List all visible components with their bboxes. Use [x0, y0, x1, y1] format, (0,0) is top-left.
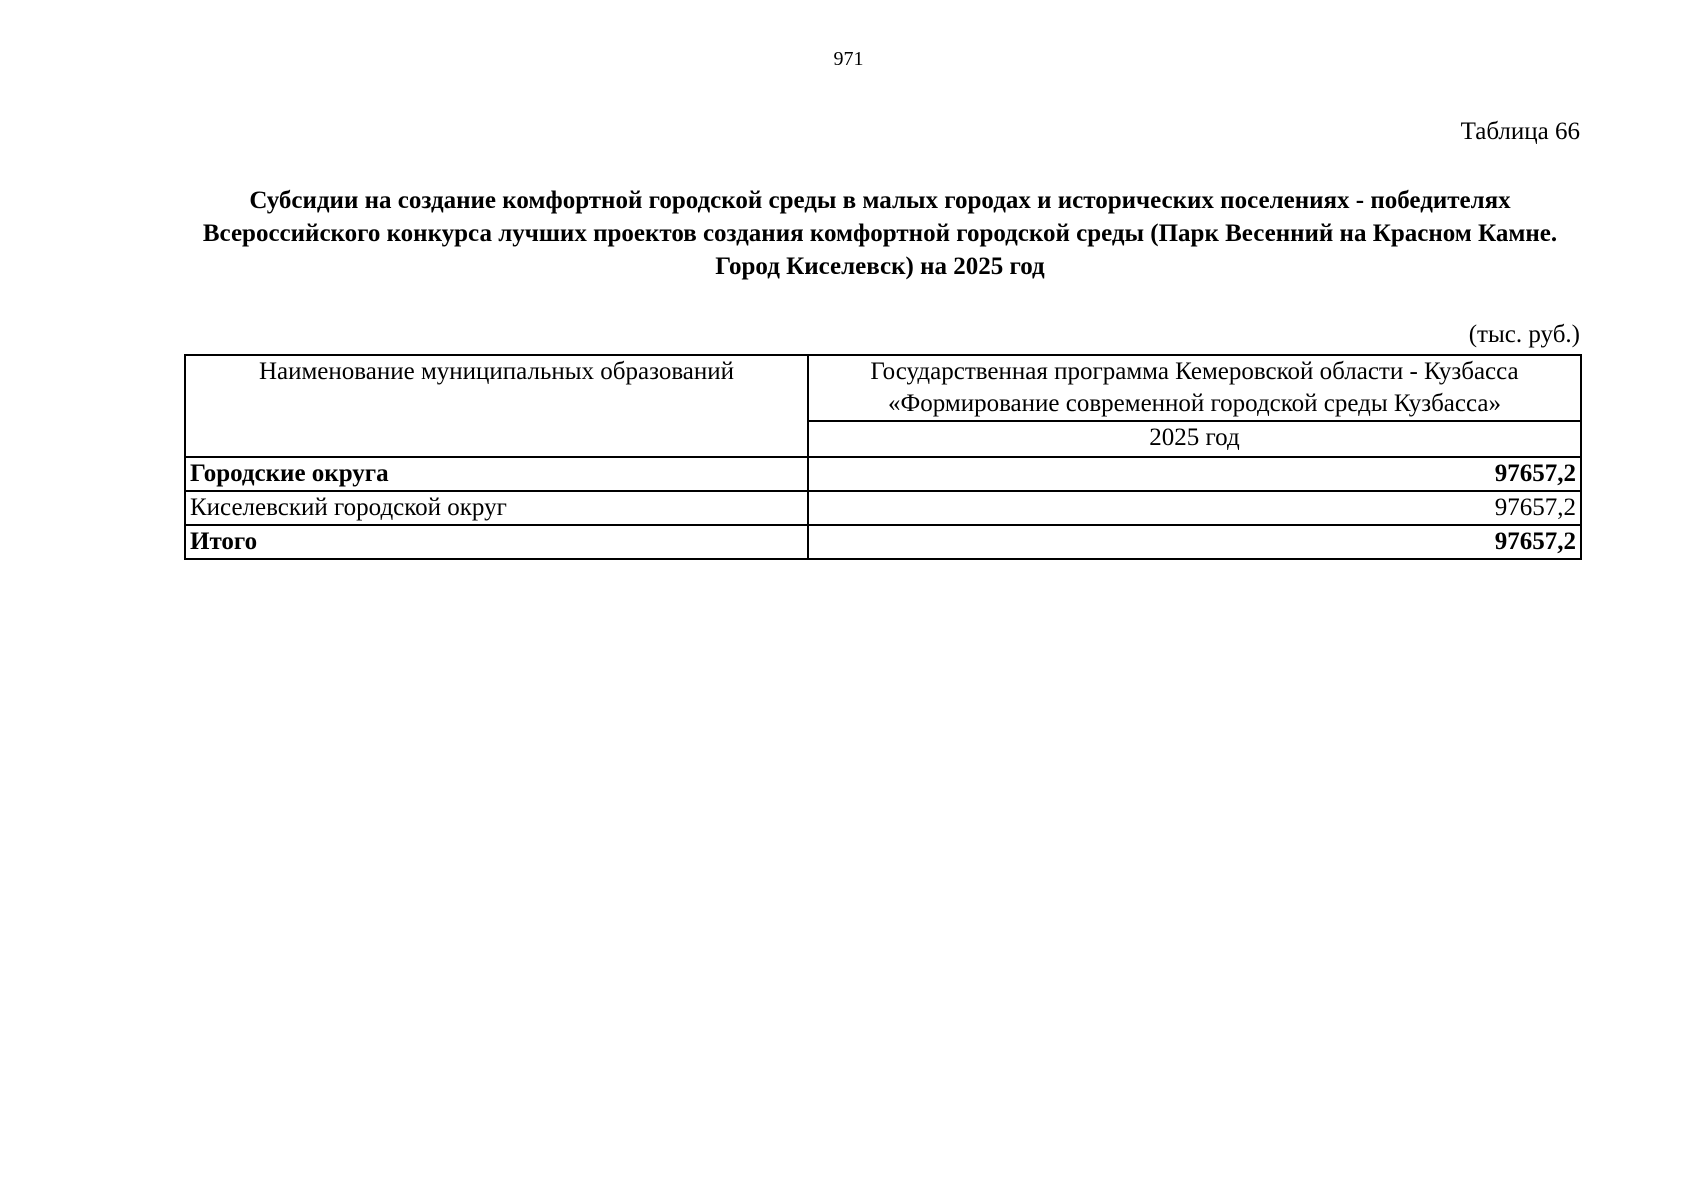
units-label: (тыс. руб.)	[1468, 321, 1580, 348]
header-program: Государственная программа Кемеровской области - Кузбасса «Формирование современной городской среды Кузбасса»	[808, 355, 1581, 421]
row-name: Итого	[185, 525, 808, 559]
table-row	[185, 491, 1581, 525]
row-name: Киселевский городской округ	[185, 491, 808, 525]
table-row	[185, 457, 1581, 491]
table-row	[185, 525, 1581, 559]
table-label: Таблица 66	[1460, 118, 1580, 145]
row-value: 97657,2	[808, 525, 1581, 559]
table-header-row	[185, 355, 1581, 421]
header-municipality-name: Наименование муниципальных образований	[185, 355, 808, 457]
row-name: Городские округа	[185, 457, 808, 491]
subsidy-table	[184, 354, 1582, 560]
header-year: 2025 год	[808, 421, 1581, 457]
row-value: 97657,2	[808, 457, 1581, 491]
page-number: 971	[833, 48, 864, 70]
document-title: Субсидии на создание комфортной городской среды в малых городах и исторических поселениях - победителях Всероссийского конкурса лучших проектов создания комфортной городской среды (Парк Весенний на Красном Камне. Город Киселевск) на 2025 год	[202, 187, 1558, 280]
row-value: 97657,2	[808, 491, 1581, 525]
